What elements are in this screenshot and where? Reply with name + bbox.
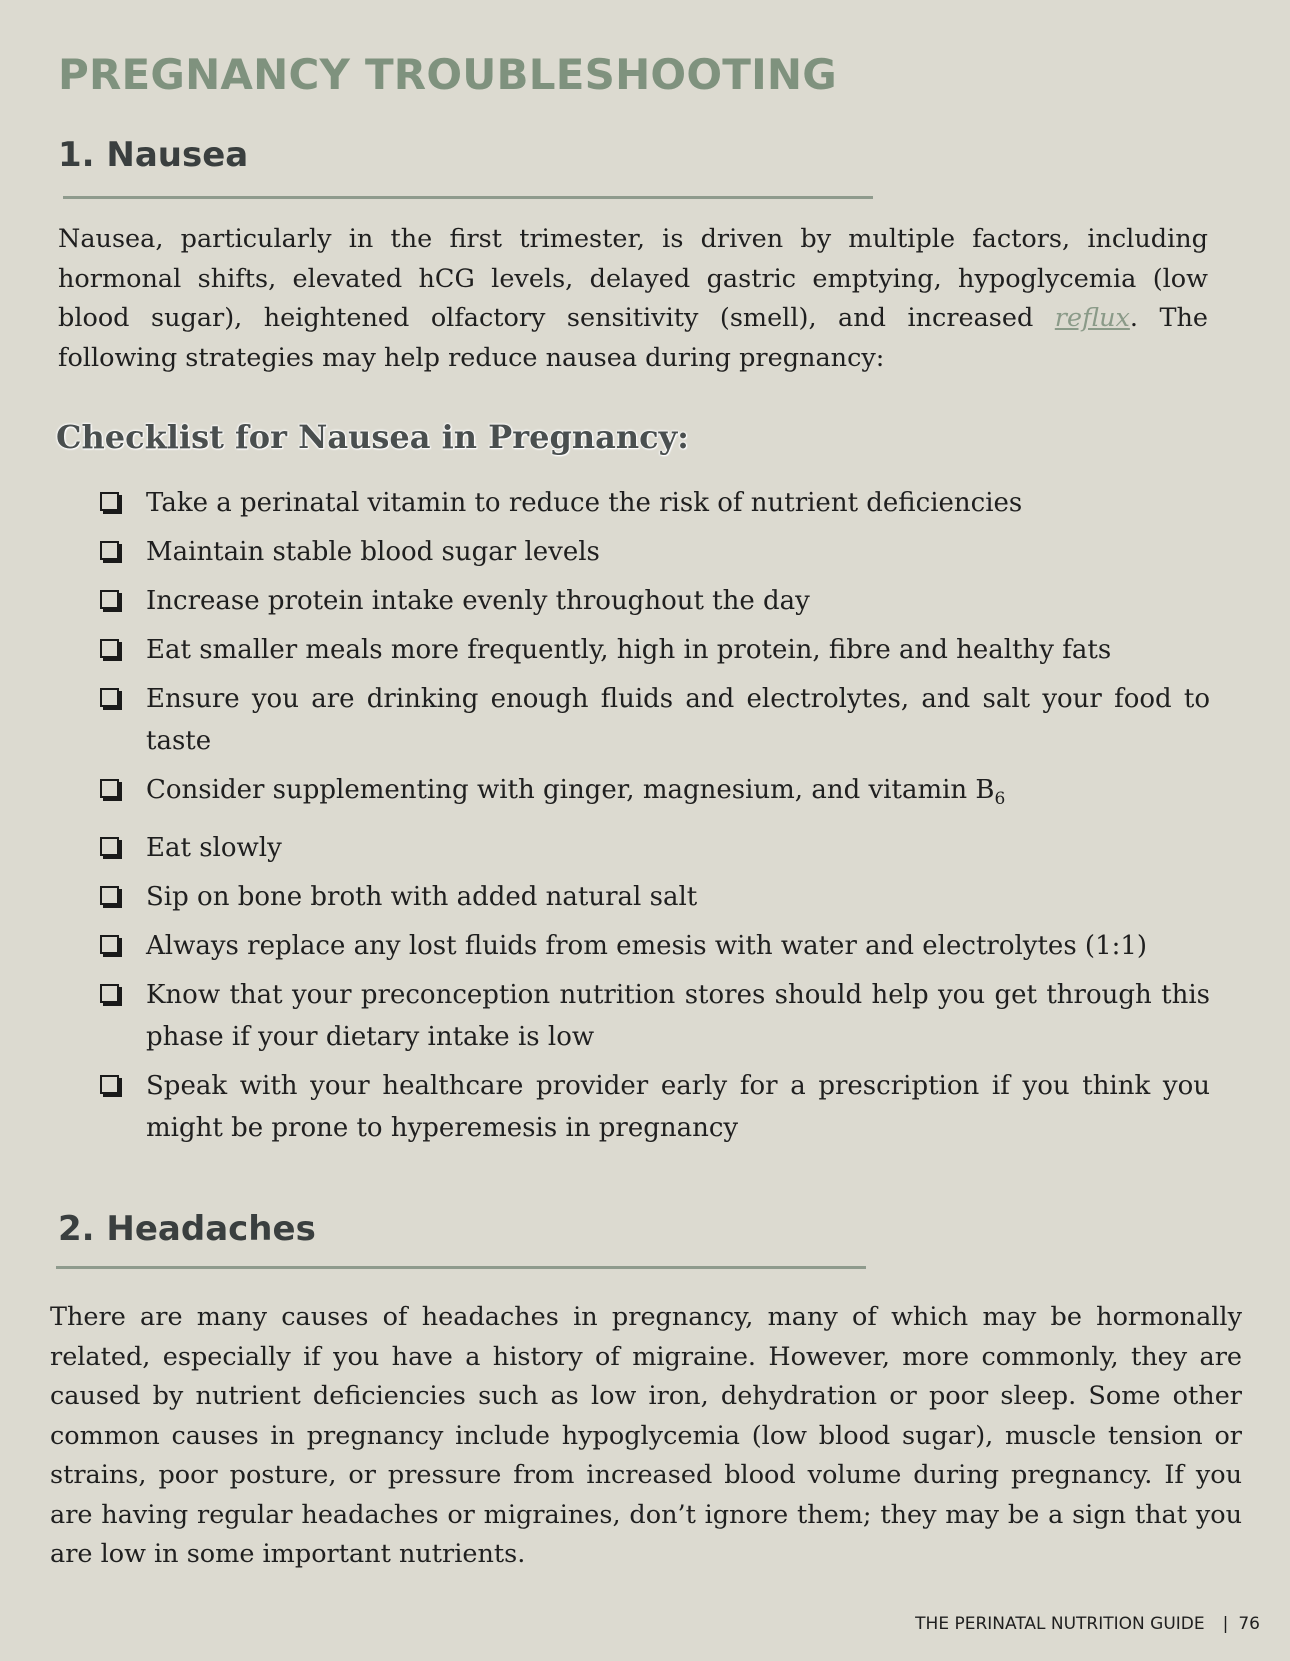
checklist-item-text: Take a perinatal vitamin to reduce the risk of nutrient deficiencies (146, 488, 1023, 518)
checklist-item (100, 769, 1210, 820)
checkbox-icon[interactable] (100, 639, 119, 658)
section-heading-nausea: 1. Nausea (58, 135, 249, 175)
footer-separator: | (1222, 1614, 1229, 1634)
checklist-item-text: Increase protein intake evenly throughout the day (146, 586, 810, 616)
nausea-intro-text-2: . The following strategies may help reduce nausea during pregnancy: (58, 303, 1209, 373)
checkbox-icon[interactable] (100, 541, 119, 560)
reflux-link[interactable]: reflux (1054, 303, 1130, 333)
checklist-item (100, 876, 1210, 918)
checkbox-icon[interactable] (100, 886, 119, 905)
checklist-item (100, 974, 1210, 1058)
nausea-intro-text-1: Nausea, particularly in the first trimester, is driven by multiple factors, including hormonal shifts, elevated hCG levels, delayed gastric emptying, hypoglycemia (low blood sugar), heightened olfactory sensitivity (smell), and increased (58, 224, 1208, 333)
headaches-paragraph: There are many causes of headaches in pregnancy, many of which may be hormonally related, especially if you have a history of migraine. However, more commonly, they are caused by nutrient deficiencies such as low iron, dehydration or poor sleep. Some other common causes in pregnancy include hypoglycemia (low blood sugar), muscle tension or strains, poor posture, or pressure from increased blood volume during pregnancy. If you are having regular headaches or migraines, don’t ignore them; they may be a sign that you are low in some important nutrients. (50, 1302, 1242, 1569)
checkbox-icon[interactable] (100, 1075, 119, 1094)
checklist-item (100, 531, 1210, 573)
checklist-item-text: Always replace any lost fluids from emesis with water and electrolytes (1:1) (146, 931, 1148, 962)
page-footer (915, 1614, 1260, 1634)
checkbox-icon[interactable] (100, 590, 119, 609)
page-title: PREGNANCY TROUBLESHOOTING (58, 50, 837, 99)
checklist-item (100, 925, 1210, 967)
vitamin-subscript: 6 (994, 789, 1006, 810)
checklist-item (100, 580, 1210, 622)
checkbox-icon[interactable] (100, 935, 119, 954)
section-divider-nausea (63, 196, 873, 199)
checklist-item (100, 678, 1210, 762)
checkbox-icon[interactable] (100, 779, 119, 798)
checklist-item-text: Speak with your healthcare provider early for a prescription if you think you might be prone to hyperemesis in pregnancy (146, 1071, 1210, 1144)
nausea-intro-paragraph (58, 220, 1208, 378)
section-divider-headaches (56, 1266, 866, 1269)
checkbox-icon[interactable] (100, 837, 119, 856)
checklist-item-text-main: Consider supplementing with ginger, magnesium, and vitamin B (146, 775, 995, 805)
checklist-item (100, 629, 1210, 671)
checklist-item-text: Eat smaller meals more frequently, high in protein, fibre and healthy fats (146, 635, 1112, 665)
checklist-item (100, 1065, 1210, 1149)
checkbox-icon[interactable] (100, 984, 119, 1003)
checklist-item-text: Sip on bone broth with added natural salt (146, 882, 698, 913)
checklist-item-text: Know that your preconception nutrition stores should help you get through this phase if your dietary intake is low (146, 980, 1210, 1053)
checklist-item-text: Eat slowly (146, 833, 282, 864)
checklist-item (100, 827, 1210, 869)
checklist-item-text (146, 769, 1210, 820)
nausea-checklist (100, 482, 1210, 1156)
checkbox-icon[interactable] (100, 688, 119, 707)
checkbox-icon[interactable] (100, 492, 119, 511)
checklist-item-text: Ensure you are drinking enough fluids and electrolytes, and salt your food to taste (146, 684, 1210, 756)
checklist-item (100, 482, 1210, 524)
page-number: 76 (1238, 1614, 1260, 1634)
checklist-item-text: Maintain stable blood sugar levels (146, 537, 600, 567)
footer-guide-title: THE PERINATAL NUTRITION GUIDE (915, 1614, 1205, 1634)
section-heading-headaches: 2. Headaches (58, 1209, 316, 1249)
checklist-heading: Checklist for Nausea in Pregnancy: (56, 418, 689, 456)
